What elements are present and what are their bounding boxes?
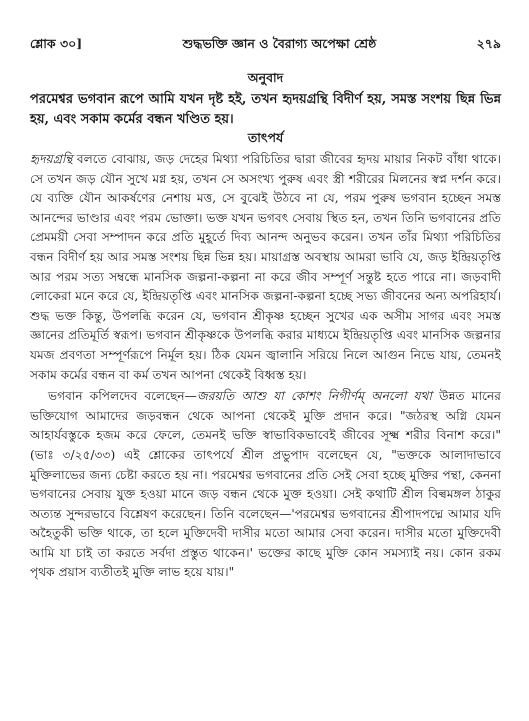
paragraph-lead: ভগবান কপিলদেব বলেছেন— — [48, 389, 197, 404]
translation-heading: অনুবাদ — [247, 70, 284, 85]
purport-paragraph-1 — [30, 150, 501, 385]
verse-label: শ্লোক ৩০] — [30, 36, 83, 51]
translation-text: পরমেশ্বর ভগবান রূপে আমি যখন দৃষ্ট হই, তখন হৃদয়গ্রন্থি বিদীর্ণ হয়, সমস্ত সংশয় ছিন্ন ভিন্ন হয়, এবং সকাম কর্মের বন্ধন খণ্ডিত হয়। — [30, 92, 501, 127]
italic-term: হৃদয়গ্রন্থি — [30, 152, 73, 166]
sanskrit-quote: জরয়তি আশু যা কোশং নিগীর্ণম্ অনলো যথা — [196, 389, 432, 404]
purport-heading: তাৎপর্য — [247, 130, 284, 145]
paragraph-text: উন্নত মানের ভক্তিযোগ আমাদের জড়বন্ধন থেকে আপনা থেকেই মুক্তি প্রদান করে। "জঠরস্থ অগ্নি যেমন আহার্যবস্তুকে হজম করে ফেলে, তেমনই ভক্তি স্বাভাবিকভাবেই জীবের সূক্ষ্ম শরীর বিনাশ করে।" (ভাঃ ৩/২৫/৩৩) এই শ্লোকের তাৎপর্যে শ্রীল প্রভুপাদ বলেছেন যে, "ভক্তকে আলাদাভাবে মুক্তিলাভের জন্য চেষ্টা করতে হয় না। পরমেশ্বর ভগবানের প্রতি সেই সেবা হচ্ছে মুক্তির পন্থা, কেননা ভগবানের সেবায় যুক্ত হওয়া মানে জড় বন্ধন থেকে মুক্ত হওয়া। সেই কথাটি শ্রীল বিল্বমঙ্গল ঠাকুর অত্যন্ত সুন্দরভাবে বিশ্লেষণ করেছেন। তিনি বলেছেন—'পরমেশ্বর ভগবানের শ্রীপাদপদ্মে আমার যদি অহৈতুকী ভক্তি থাকে, তা হলে মুক্তিদেবী দাসীর মতো আমার সেবা করেন। দাসীর মতো মুক্তিদেবী আমি যা চাই তা করতে সর্বদা প্রস্তুত থাকেন।' ভক্তের কাছে মুক্তি কোন সমস্যাই নয়। কোন রকম পৃথক প্রয়াস ব্যতীতই মুক্তি লাভ হয়ে যায়।" — [30, 389, 501, 580]
purport-paragraph-2 — [30, 387, 501, 583]
page-body — [30, 70, 501, 583]
running-header — [30, 36, 501, 56]
paragraph-text: বলতে বোঝায়, জড় দেহের মিথ্যা পরিচিতির দ্বারা জীবের হৃদয় মায়ার নিকট বাঁধা থাকে। সে তখন জড় যৌন সুখে মগ্ন হয়, তখন সে অসংখ্য পুরুষ এবং স্ত্রী শরীরের মিলনের স্বপ্ন দর্শন করে। যে ব্যক্তি যৌন আকর্ষণের নেশায় মত্ত, সে বুঝেই উঠবে না যে, পরম পুরুষ ভগবান হচ্ছেন সমস্ত আনন্দের ভাণ্ডার এবং পরম ভোক্তা। ভক্ত যখন ভগবৎ সেবায় স্থিত হন, তখন তিনি ভগবানের প্রতি প্রেমময়ী সেবা সম্পাদন করে প্রতি মুহূর্তে দিব্য আনন্দ অনুভব করেন। তখন তাঁর মিথ্যা পরিচিতির বন্ধন বিদীর্ণ হয় আর সমস্ত সংশয় ছিন্ন ভিন্ন হয়। মায়াগ্রস্ত অবস্থায় আমরা ভাবি যে, জড় ইন্দ্রিয়তৃপ্তি আর পরম সত্য সম্বন্ধে মানসিক জল্পনা-কল্পনা না করে জীব সম্পূর্ণ সন্তুষ্ট হতে পারে না। জড়বাদী লোকেরা মনে করে যে, ইন্দ্রিয়তৃপ্তি এবং মানসিক জল্পনা-কল্পনা হচ্ছে সভ্য জীবনের অন্য অপরিহার্য। শুদ্ধ ভক্ত কিন্তু, উপলব্ধি করেন যে, ভগবান শ্রীকৃষ্ণ হচ্ছেন সুখের এক অসীম সাগর এবং সমস্ত জ্ঞানের প্রতিমূর্তি স্বরূপ। ভগবান শ্রীকৃষ্ণকে উপলব্ধি করার মাধ্যমে ইন্দ্রিয়তৃপ্তি এবং মানসিক জল্পনার যমজ প্রবণতা সম্পূর্ণরূপে নির্মূল হয়। ঠিক যেমন জ্বালানি সরিয়ে নিলে আগুন নিভে যায়, তেমনই সকাম কর্মের বন্ধন বা কর্ম তখন আপনা থেকেই বিধ্বস্ত হয়। — [30, 152, 501, 382]
chapter-title: শুদ্ধভক্তি জ্ঞান ও বৈরাগ্য অপেক্ষা শ্রেষ্ঠ — [182, 36, 377, 51]
page-number: ২৭৯ — [476, 36, 501, 51]
